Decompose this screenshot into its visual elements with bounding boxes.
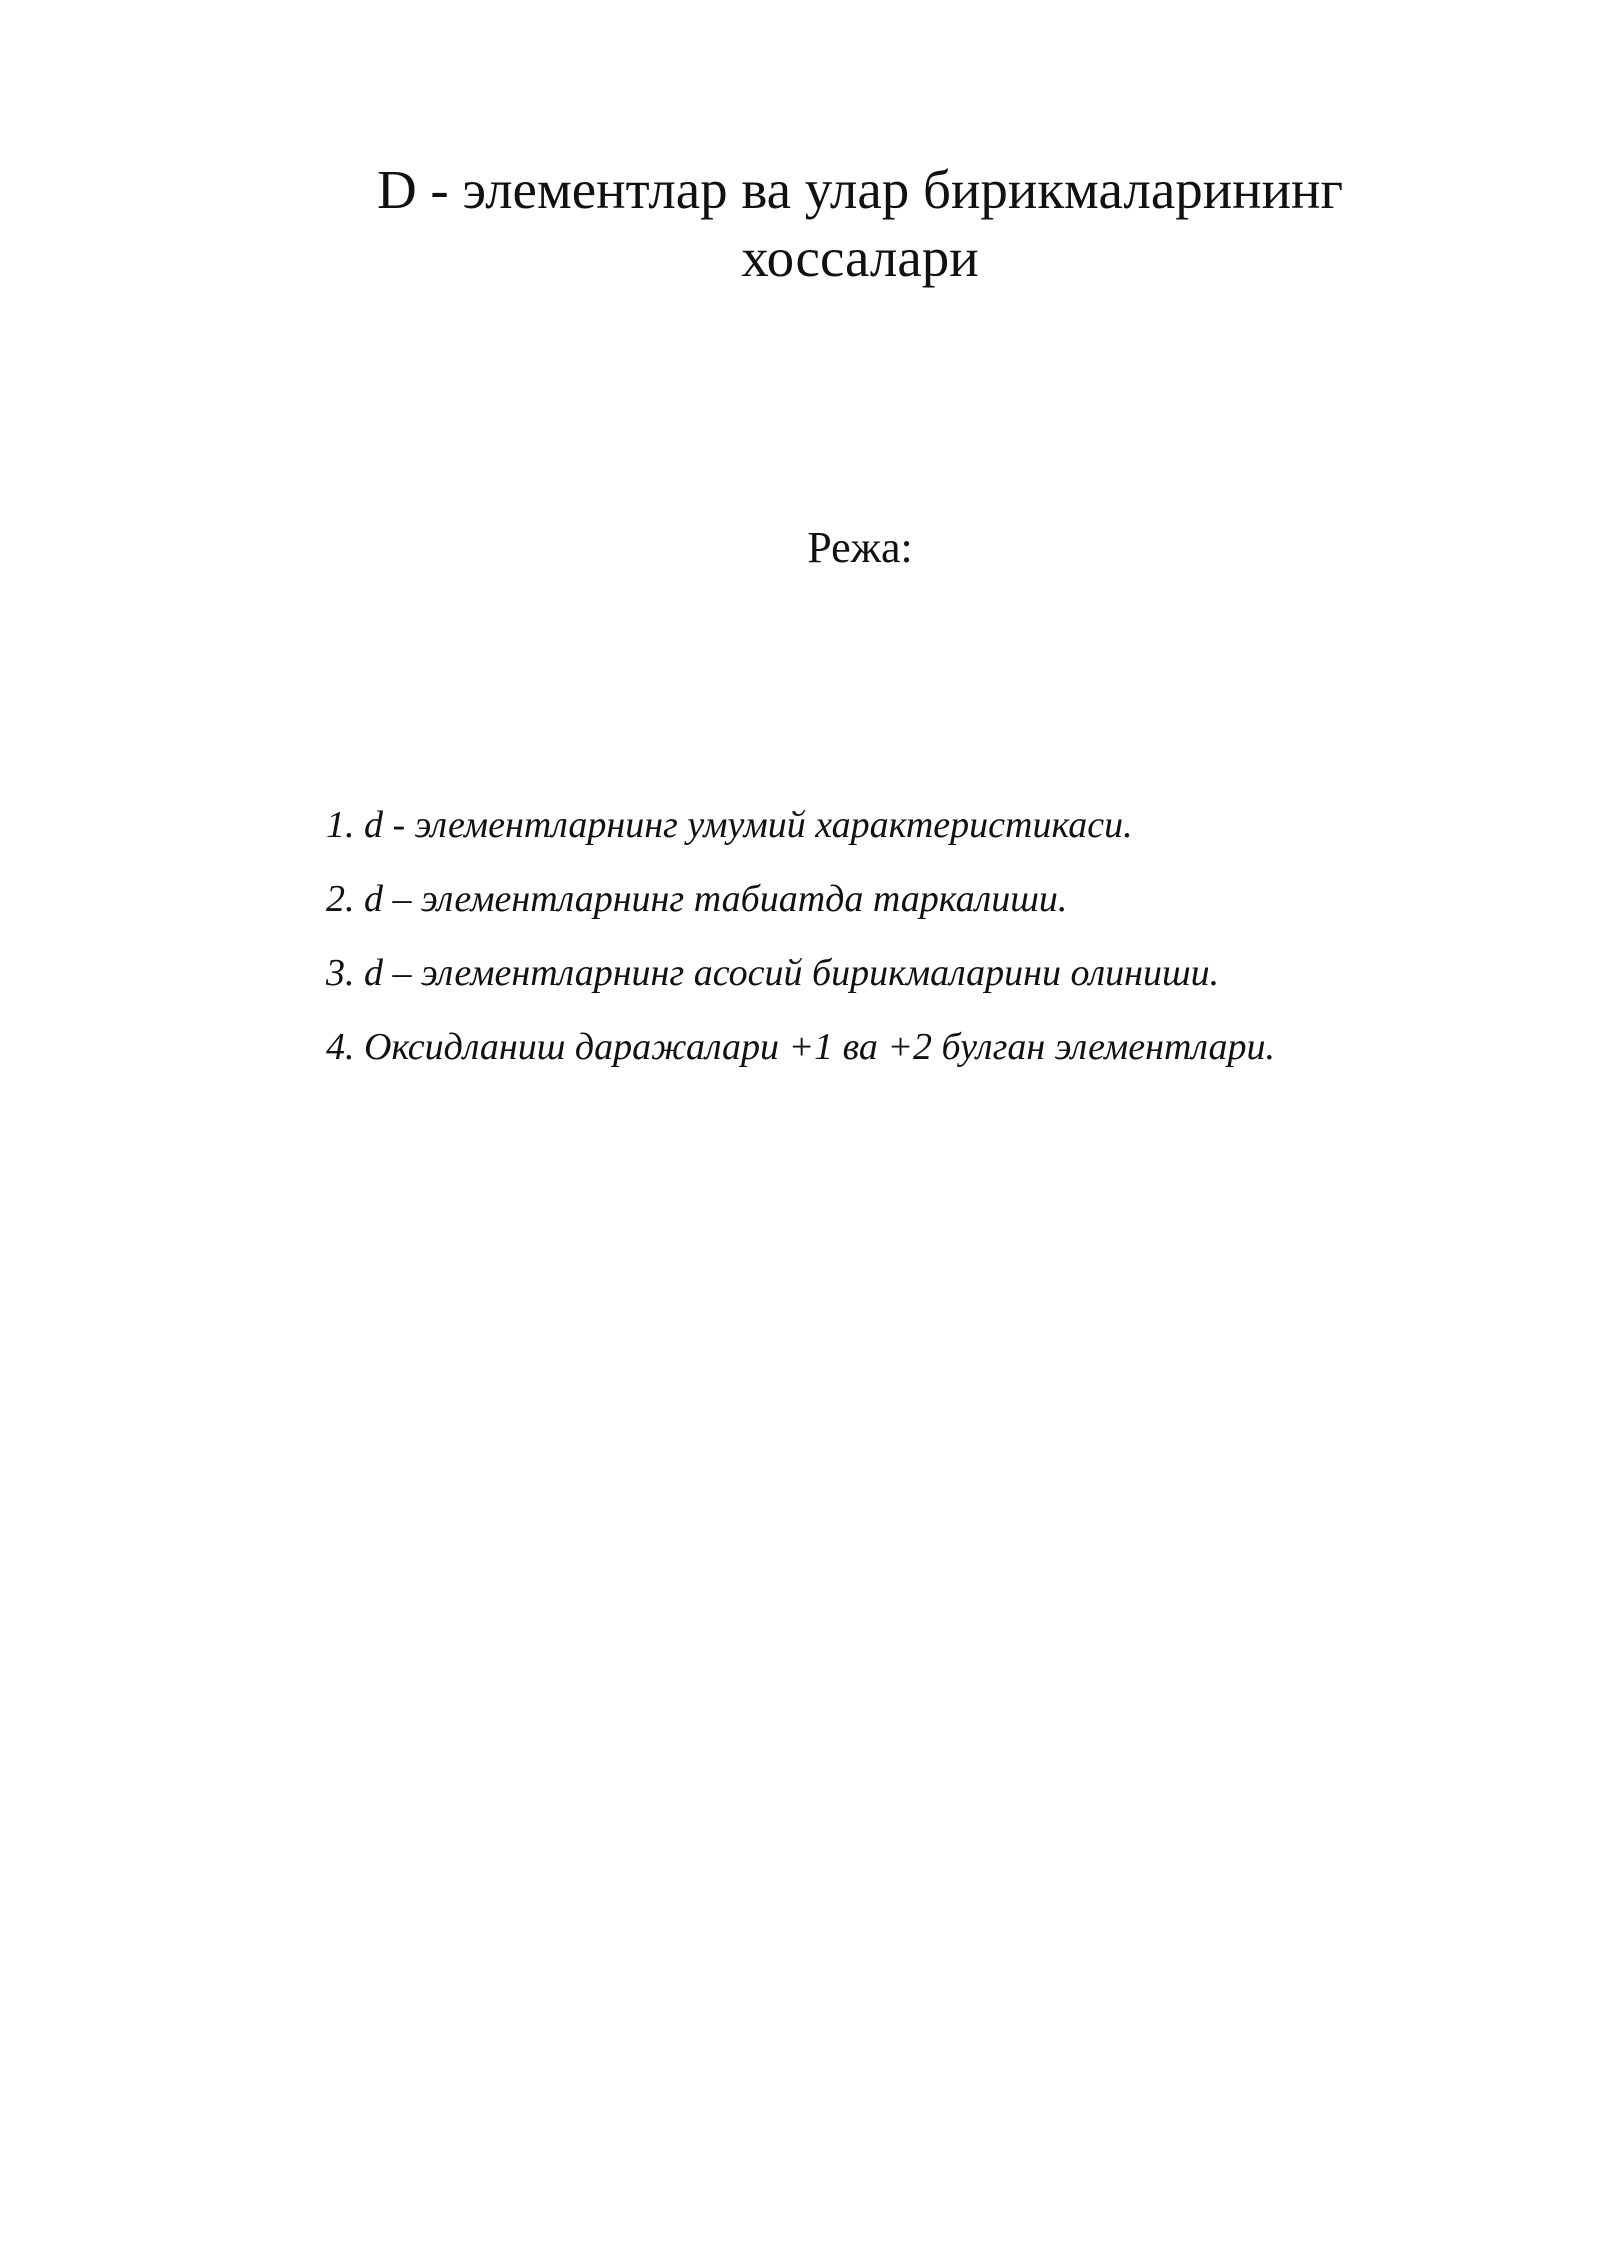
document-title xyxy=(300,156,1420,292)
plan-item-2: 2. d – элементларнинг табиатда таркалиши. xyxy=(326,878,1068,920)
plan-list xyxy=(326,800,1526,1096)
document-title-line-2: хоссалари xyxy=(741,227,979,288)
plan-item-1: 1. d - элементларнинг умумий характеристикаси. xyxy=(326,804,1133,846)
plan-item-3: 3. d – элементларнинг асосий бирикмаларини олиниши. xyxy=(326,952,1220,994)
document-title-line-1: D - элементлар ва улар бирикмаларининг xyxy=(376,159,1344,220)
plan-heading: Режа: xyxy=(807,523,913,572)
plan-item-4: 4. Оксидланиш даражалари +1 ва +2 булган элементлари. xyxy=(326,1026,1275,1068)
